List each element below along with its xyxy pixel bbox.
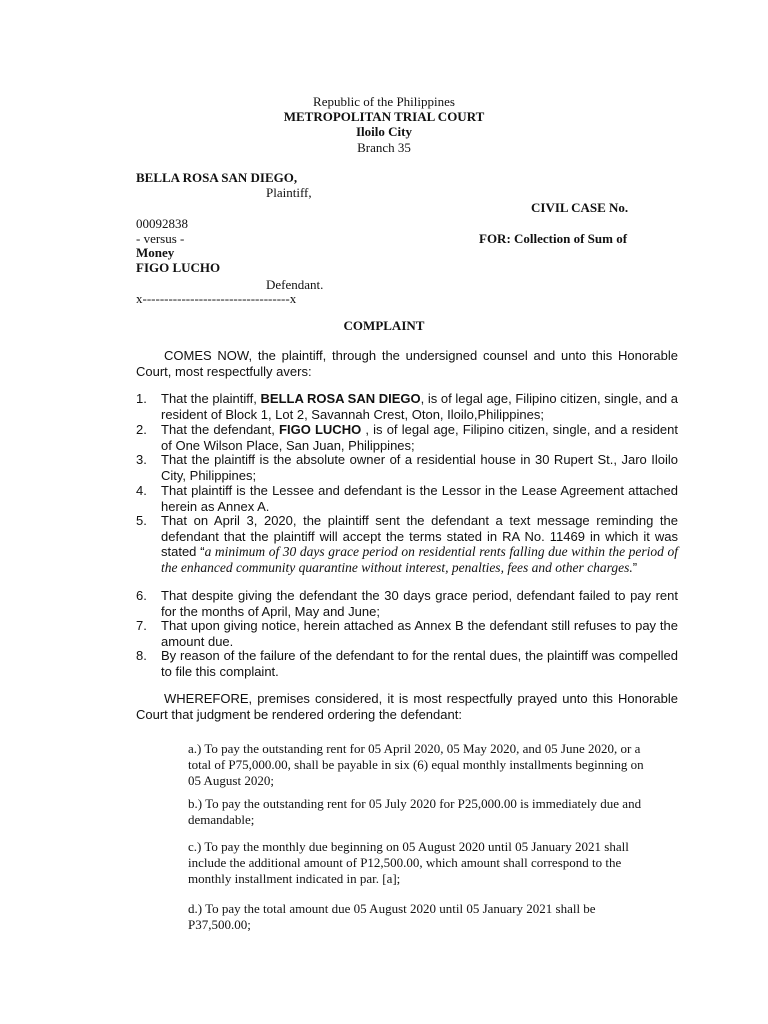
item-text: That the plaintiff is the absolute owner of a residential house in 30 Rupert St., Jaro Iloilo City, Philippines;	[161, 452, 678, 483]
item-number: 1.	[136, 391, 147, 406]
item-number: 5.	[136, 513, 147, 528]
plaintiff-role: Plaintiff,	[266, 185, 312, 200]
item-text: That upon giving notice, herein attached as Annex B the defendant still refuses to pay the amount due.	[161, 618, 678, 649]
item-number: 4.	[136, 483, 147, 498]
defendant-name: FIGO LUCHO	[136, 260, 221, 275]
item-text: That on April 3, 2020, the plaintiff sent the defendant a text message reminding the defendant that the plaintiff will accept the terms stated in RA No. 11469 in which it was stated “a minimum of 30 days grace period on residential rents falling due within the period of the enhanced community quarantine without interest, penalties, fees and other charges.”	[161, 513, 678, 575]
document-title: COMPLAINT	[343, 318, 425, 333]
intro-paragraph	[136, 348, 678, 379]
quoted-law-text: a minimum of 30 days grace period on residential rents falling due within the period of the enhanced community quarantine without interest, penalties, fees and other charges.	[161, 544, 678, 575]
item-number: 8.	[136, 648, 147, 663]
caption-separator: x----------------------------------x	[136, 291, 297, 306]
for-label-cont: Money	[136, 245, 175, 260]
item-number: 2.	[136, 422, 147, 437]
versus-text: - versus -	[136, 231, 185, 246]
item-text: That the plaintiff, BELLA ROSA SAN DIEGO, is of legal age, Filipino citizen, single, and a resident of Block 1, Lot 2, Savannah Crest, Oton, Iloilo,Philippines;	[161, 391, 678, 422]
plaintiff-name-bold: BELLA ROSA SAN DIEGO	[260, 391, 421, 406]
item-text: By reason of the failure of the defendant to for the rental dues, the plaintiff was compelled to file this complaint.	[161, 648, 678, 679]
defendant-role: Defendant.	[266, 277, 324, 292]
item-number: 6.	[136, 588, 147, 603]
item-text: That despite giving the defendant the 30 days grace period, defendant failed to pay rent for the months of April, May and June;	[161, 588, 678, 619]
prayer-item: a.) To pay the outstanding rent for 05 April 2020, 05 May 2020, and 05 June 2020, or a total of P75,000.00, shall be payable in six (6) equal monthly installments beginning on 05 August 2020;	[188, 741, 644, 788]
item-number: 3.	[136, 452, 147, 467]
header-city: Iloilo City	[356, 124, 412, 139]
plaintiff-name: BELLA ROSA SAN DIEGO,	[136, 170, 298, 185]
item-number: 7.	[136, 618, 147, 633]
prayer-item: c.) To pay the monthly due beginning on 05 August 2020 until 05 January 2021 shall include the additional amount of P12,500.00, which amount shall correspond to the monthly installment indicated in par. [a];	[188, 839, 629, 886]
prayer-item: d.) To pay the total amount due 05 August 2020 until 05 January 2021 shall be P37,500.00;	[188, 901, 596, 932]
header-branch: Branch 35	[357, 140, 411, 155]
item-text: That the defendant, FIGO LUCHO , is of legal age, Filipino citizen, single, and a resident of One Wilson Place, San Juan, Philippines;	[161, 422, 679, 453]
wherefore-text: WHEREFORE, premises considered, it is most respectfully prayed unto this Honorable Court that judgment be rendered ordering the defendant:	[136, 691, 678, 722]
header-court: METROPOLITAN TRIAL COURT	[283, 109, 485, 124]
defendant-name-bold: FIGO LUCHO	[279, 422, 362, 437]
intro-text: COMES NOW, the plaintiff, through the undersigned counsel and unto this Honorable Court, most respectfully avers:	[136, 348, 678, 379]
header-republic: Republic of the Philippines	[313, 94, 455, 109]
prayer-item: b.) To pay the outstanding rent for 05 July 2020 for P25,000.00 is immediately due and demandable;	[188, 796, 642, 827]
item-text: That plaintiff is the Lessee and defendant is the Lessor in the Lease Agreement attached herein as Annex A.	[161, 483, 678, 514]
case-number: 00092838	[136, 216, 188, 231]
wherefore-paragraph	[136, 691, 678, 722]
civil-case-label: CIVIL CASE No.	[531, 200, 629, 215]
for-label: FOR: Collection of Sum of	[479, 231, 628, 246]
